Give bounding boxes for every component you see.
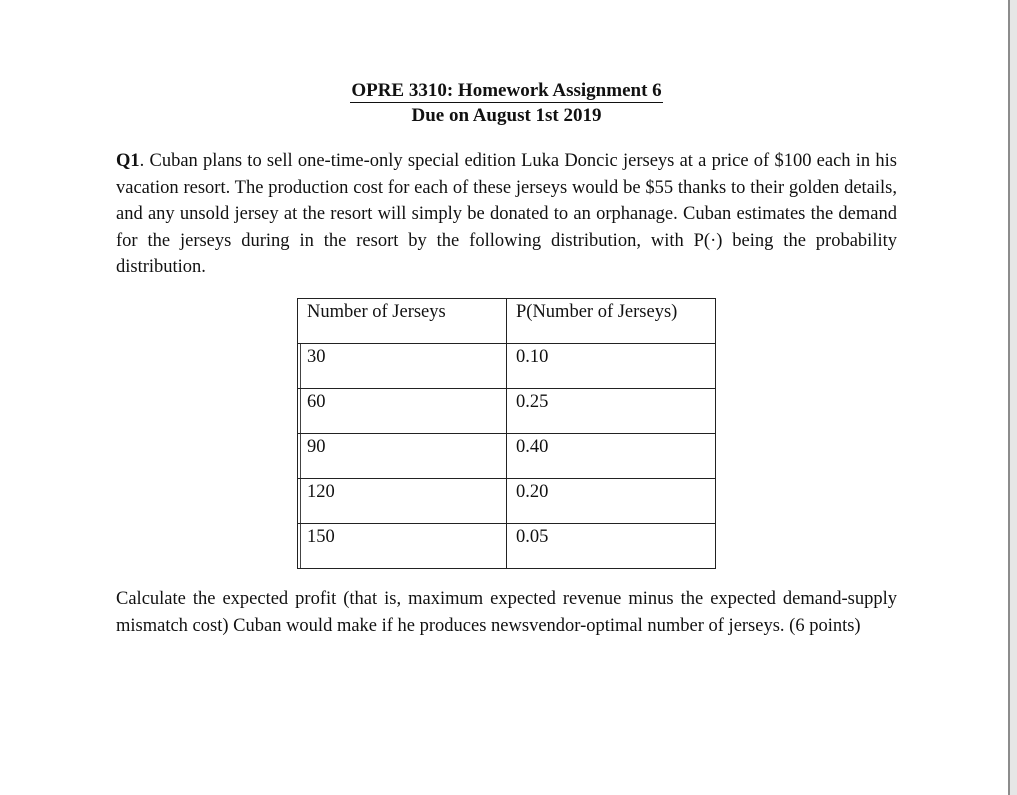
question-number: Q1 (116, 151, 140, 171)
table-row (298, 344, 716, 389)
table-row (298, 479, 716, 524)
table-cell-jerseys: 30 (298, 344, 507, 389)
question-text: . Cuban plans to sell one-time-only special edition Luka Doncic jerseys at a price of $100 each in his vacation resort. The production cost for each of these jerseys would be $55 thanks to their golden details, and any unsold jersey at the resort will simply be donated to an orphanage. Cuban estimates the demand for the jerseys during in the resort by the following distribution, with P(·) being the probability distribution. (116, 151, 897, 278)
table-row (298, 524, 716, 569)
table-cell-probability: 0.10 (507, 344, 716, 389)
table-cell-probability: 0.05 (507, 524, 716, 569)
demand-distribution-table (297, 298, 716, 569)
table-header-jerseys: Number of Jerseys (298, 299, 507, 344)
due-date: Due on August 1st 2019 (411, 105, 602, 126)
table-row (298, 434, 716, 479)
assignment-title: OPRE 3310: Homework Assignment 6 (351, 80, 662, 101)
table-cell-jerseys: 120 (298, 479, 507, 524)
table-cell-probability: 0.25 (507, 389, 716, 434)
table-cell-jerseys: 150 (298, 524, 507, 569)
table-cell-jerseys: 60 (298, 389, 507, 434)
assignment-header (0, 79, 1013, 128)
question-paragraph (116, 148, 897, 281)
viewer-background (1010, 0, 1017, 795)
table-cell-probability: 0.20 (507, 479, 716, 524)
table-cell-jerseys: 90 (298, 434, 507, 479)
table-header-probability: P(Number of Jerseys) (507, 299, 716, 344)
table-header-row (298, 299, 716, 344)
table-cell-probability: 0.40 (507, 434, 716, 479)
followup-paragraph: Calculate the expected profit (that is, maximum expected revenue minus the expected demand-supply mismatch cost) Cuban would make if he produces newsvendor-optimal number of jerseys. (6 points) (116, 589, 897, 636)
table-row (298, 389, 716, 434)
